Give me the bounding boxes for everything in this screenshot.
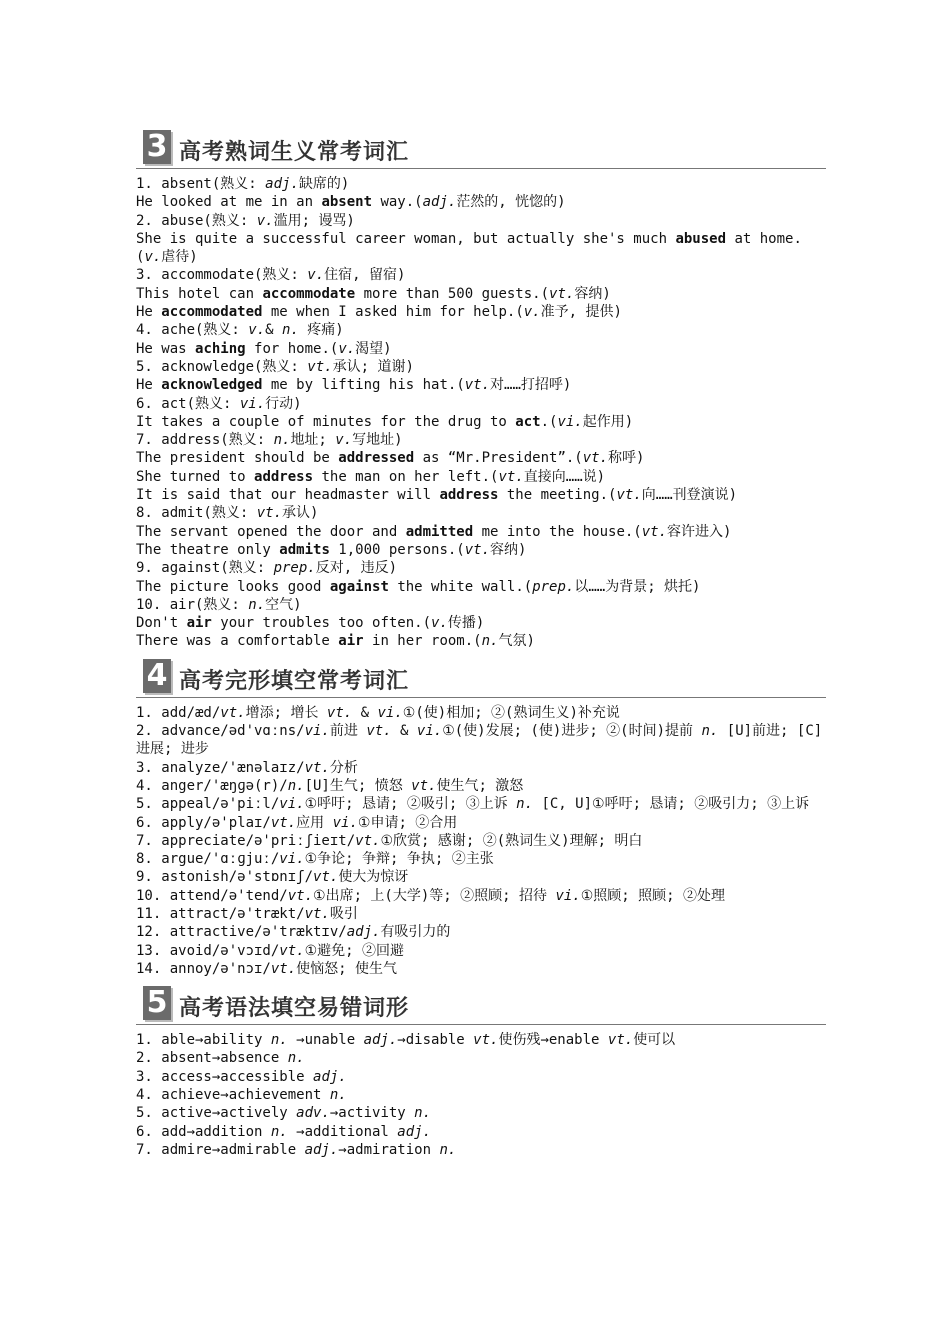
keyword: addressed: [338, 450, 415, 467]
keyword: air: [186, 615, 212, 632]
part-of-speech: vt.: [313, 869, 339, 886]
text-segment: 6. apply/ə'plaɪ/: [136, 814, 271, 831]
text-segment: She is quite a successful career woman, but actually she's much: [136, 230, 676, 247]
text-segment: 4. ache(熟义:: [136, 322, 249, 339]
part-of-speech: v.: [338, 340, 356, 357]
entry-line: [136, 704, 826, 722]
entry-line: [136, 905, 826, 923]
keyword: address: [439, 487, 499, 504]
part-of-speech: n.: [414, 1105, 432, 1122]
part-of-speech: adj.: [346, 924, 381, 941]
text-segment: 5. acknowledge(熟义:: [136, 358, 308, 375]
text-segment: 准予, 提供): [540, 304, 622, 321]
text-segment: The picture looks good: [136, 578, 330, 595]
entry-line: [136, 175, 826, 193]
part-of-speech: v.: [256, 212, 274, 229]
part-of-speech: vt.: [366, 723, 392, 740]
entry-line: [136, 1068, 826, 1086]
entry-line: [136, 523, 826, 541]
text-segment: 容许进入): [667, 523, 732, 540]
text-segment: 行动): [265, 395, 302, 412]
text-segment: 承认): [282, 505, 319, 522]
part-of-speech: vt.: [220, 704, 246, 721]
section-header: [136, 978, 826, 1025]
text-segment: 7. appreciate/ə'priːʃieɪt/: [136, 832, 356, 849]
part-of-speech: adj.: [304, 1141, 339, 1158]
entry-line: [136, 1104, 826, 1122]
entry-line: [136, 449, 826, 467]
part-of-speech: vi.: [416, 723, 443, 740]
part-of-speech: vt.: [582, 450, 609, 467]
part-of-speech: vt.: [641, 523, 668, 540]
part-of-speech: prep.: [273, 560, 316, 577]
text-segment: 容纳): [490, 541, 527, 558]
text-segment: He: [136, 377, 162, 394]
part-of-speech: vi.: [304, 723, 330, 740]
text-segment: 3. accommodate(熟义:: [136, 267, 308, 284]
text-segment: 使生气; 激怒: [436, 777, 524, 794]
text-segment: 称呼): [608, 450, 645, 467]
part-of-speech: vt.: [607, 1032, 634, 1049]
text-segment: 2. advance/əd'vɑːns/: [136, 723, 305, 740]
part-of-speech: adj.: [397, 1123, 432, 1140]
text-segment: 8. argue/'ɑːɡjuː/: [136, 851, 280, 868]
text-segment: ①出席; 上(大学)等; ②照顾; 招待: [313, 887, 556, 904]
text-segment: 使伤残→enable: [498, 1032, 608, 1049]
text-segment: ①照顾; 照顾; ②处理: [580, 887, 725, 904]
text-segment: 2. absent→absence: [136, 1050, 288, 1067]
text-segment: 虐待): [161, 249, 198, 266]
text-segment: me by lifting his hat.(: [262, 377, 465, 394]
part-of-speech: vt.: [307, 358, 333, 375]
part-of-speech: n.: [273, 432, 291, 449]
part-of-speech: n.: [282, 322, 299, 339]
entry-line: [136, 285, 826, 303]
part-of-speech: adj.: [265, 176, 299, 192]
text-segment: 反对, 违反): [315, 560, 398, 577]
entry-line: [136, 468, 826, 486]
text-segment: 空气): [265, 596, 302, 613]
part-of-speech: vi.: [279, 851, 305, 868]
entry-line: [136, 358, 826, 376]
text-segment: It is said that our headmaster will: [136, 487, 440, 504]
text-segment: 地址;: [290, 432, 336, 449]
part-of-speech: vi.: [279, 796, 305, 813]
text-segment: [C, U]①呼吁; 恳请; ②吸引力; ③上诉: [533, 796, 810, 813]
entry-line: [136, 1049, 826, 1067]
keyword: against: [329, 578, 389, 595]
part-of-speech: vt.: [411, 777, 437, 794]
text-segment: .(: [540, 413, 558, 430]
part-of-speech: adj.: [363, 1032, 398, 1049]
keyword: act: [515, 413, 541, 430]
text-segment: 6. act(熟义:: [136, 395, 240, 412]
text-segment: 渴望): [355, 340, 392, 357]
entry-line: [136, 614, 826, 632]
text-segment: 茫然的, 恍惚的): [456, 194, 566, 211]
entry-line: [136, 559, 826, 577]
text-segment: 吸引: [329, 905, 358, 922]
text-segment: 10. attend/ə'tend/: [136, 887, 288, 904]
text-segment: 增添; 增长: [245, 704, 327, 721]
text-segment: the white wall.(: [388, 578, 533, 595]
part-of-speech: vi.: [555, 887, 581, 904]
text-segment: 7. address(熟义:: [136, 432, 274, 449]
section-lines: [136, 704, 826, 978]
part-of-speech: n.: [270, 1123, 288, 1140]
entry-line: [136, 777, 826, 795]
entry-line: [136, 596, 826, 614]
text-segment: ①争论; 争辩; 争执; ②主张: [304, 851, 494, 868]
text-segment: →activity: [329, 1105, 415, 1122]
entry-line: [136, 923, 826, 941]
section-header: [136, 122, 826, 169]
entry-line: [136, 850, 826, 868]
part-of-speech: adj.: [422, 194, 457, 211]
text-segment: &: [352, 704, 378, 721]
text-segment: ①(使)发展; (使)进步; ②(时间)提前: [442, 723, 702, 740]
section-3: [136, 122, 826, 651]
text-segment: 缺席的): [298, 176, 350, 192]
text-segment: The theatre only: [136, 541, 280, 558]
keyword: address: [254, 468, 314, 485]
text-segment: →additional: [287, 1123, 398, 1140]
section-title: 高考熟词生义常考词汇: [179, 140, 410, 165]
text-segment: 5. appeal/ə'piːl/: [136, 796, 280, 813]
section-4: [136, 651, 826, 978]
text-segment: 使可以: [633, 1032, 676, 1049]
keyword: air: [338, 633, 364, 650]
text-segment: 12. attractive/ə'træktɪv/: [136, 924, 347, 941]
text-segment: 住宿, 留宿): [324, 267, 406, 284]
keyword: accommodated: [161, 304, 263, 321]
text-segment: 7. admire→admirable: [136, 1141, 305, 1158]
text-segment: 前进: [329, 723, 367, 740]
text-segment: It takes a couple of minutes for the drug to: [136, 413, 516, 430]
keyword: aching: [195, 340, 246, 357]
text-segment: 13. avoid/ə'vɔɪd/: [136, 942, 280, 959]
text-segment: me into the house.(: [473, 523, 642, 540]
text-segment: the man on her left.(: [313, 468, 499, 485]
entry-line: [136, 759, 826, 777]
entry-line: [136, 212, 826, 230]
text-segment: She turned to: [136, 468, 255, 485]
section-title: 高考语法填空易错词形: [179, 996, 410, 1022]
keyword: admits: [279, 541, 330, 558]
part-of-speech: vt.: [270, 960, 297, 977]
text-segment: 1. able→ability: [136, 1032, 271, 1049]
text-segment: ①呼吁; 恳请; ②吸引; ③上诉: [304, 796, 517, 813]
text-segment: 对……打招呼): [490, 377, 572, 394]
part-of-speech: vi.: [377, 704, 403, 721]
entry-line: [136, 303, 826, 321]
keyword: accommodate: [262, 285, 356, 302]
text-segment: for home.(: [245, 340, 339, 357]
text-segment: This hotel can: [136, 285, 263, 302]
text-segment: 向……刊登演说): [641, 487, 738, 504]
entry-line: [136, 340, 826, 358]
entry-line: [136, 431, 826, 449]
text-segment: 使恼怒; 使生气: [296, 960, 398, 977]
section-lines: [136, 175, 826, 651]
part-of-speech: adv.: [296, 1105, 330, 1122]
part-of-speech: vt.: [464, 377, 491, 394]
part-of-speech: v.: [248, 322, 266, 339]
part-of-speech: vi.: [239, 395, 266, 412]
text-segment: The servant opened the door and: [136, 523, 406, 540]
part-of-speech: vt.: [549, 285, 575, 302]
part-of-speech: vt.: [256, 505, 283, 522]
part-of-speech: vt.: [279, 942, 305, 959]
part-of-speech: vt.: [355, 832, 381, 849]
text-segment: 4. achieve→achievement: [136, 1087, 330, 1104]
text-segment: 分析: [329, 759, 358, 776]
text-segment: way.(: [372, 194, 423, 211]
entry-line: [136, 1086, 826, 1104]
part-of-speech: v.: [335, 432, 353, 449]
text-segment: 直接向……说): [523, 468, 606, 485]
text-segment: 4. anger/'æŋɡə(r)/: [136, 777, 288, 794]
text-segment: The president should be: [136, 450, 339, 467]
entry-line: [136, 486, 826, 504]
text-segment: →admiration: [338, 1141, 440, 1158]
entry-line: [136, 868, 826, 886]
entry-line: [136, 1123, 826, 1141]
entry-line: [136, 814, 826, 832]
section-5: [136, 978, 826, 1159]
part-of-speech: vt.: [498, 468, 524, 485]
part-of-speech: vt.: [304, 759, 330, 776]
section-header: [136, 651, 826, 698]
text-segment: 承认; 道谢): [332, 358, 414, 375]
text-segment: the meeting.(: [498, 487, 617, 504]
text-segment: ①(使)相加; ②(熟词生义)补充说: [402, 704, 620, 721]
vocabulary-document: [136, 122, 826, 1159]
keyword: admitted: [405, 523, 474, 540]
part-of-speech: adj.: [313, 1068, 347, 1085]
entry-line: [136, 632, 826, 650]
text-segment: &: [391, 723, 417, 740]
text-segment: [U]生气; 愤怒: [304, 777, 412, 794]
entry-line: [136, 376, 826, 394]
part-of-speech: vt.: [326, 704, 353, 721]
part-of-speech: n.: [270, 1032, 288, 1049]
keyword: absent: [321, 194, 373, 211]
text-segment: at home.(: [136, 230, 802, 266]
part-of-speech: n.: [439, 1141, 457, 1158]
text-segment: more than 500 guests.(: [355, 285, 550, 302]
entry-line: [136, 413, 826, 431]
text-segment: 有吸引力的: [380, 924, 451, 941]
keyword: abused: [675, 230, 727, 247]
text-segment: 写地址): [352, 432, 403, 449]
part-of-speech: v.: [144, 249, 162, 266]
text-segment: 10. air(熟义:: [136, 596, 249, 613]
section-number-badge: 5: [143, 986, 171, 1020]
entry-line: [136, 541, 826, 559]
text-segment: 8. admit(熟义:: [136, 505, 257, 522]
section-number-badge: 3: [143, 130, 171, 164]
text-segment: 气氛): [498, 633, 535, 650]
section-title: 高考完形填空常考词汇: [179, 668, 410, 694]
text-segment: your troubles too often.(: [211, 615, 432, 632]
text-segment: 2. abuse(熟义:: [136, 212, 257, 229]
entry-line: [136, 321, 826, 339]
part-of-speech: v.: [431, 615, 448, 632]
text-segment: →unable: [287, 1032, 364, 1049]
entry-line: [136, 795, 826, 813]
text-segment: 6. add→addition: [136, 1123, 271, 1140]
text-segment: 1,000 persons.(: [329, 541, 465, 558]
part-of-speech: n.: [248, 596, 266, 613]
text-segment: &: [265, 322, 283, 339]
entry-line: [136, 230, 826, 267]
text-segment: He looked at me in an: [136, 194, 322, 211]
entry-line: [136, 1031, 826, 1049]
entry-line: [136, 887, 826, 905]
text-segment: ①申请; ②合用: [357, 814, 458, 831]
entry-line: [136, 504, 826, 522]
entry-line: [136, 942, 826, 960]
text-segment: 起作用): [582, 413, 634, 430]
keyword: acknowledged: [161, 377, 263, 394]
part-of-speech: vt.: [464, 541, 491, 558]
part-of-speech: n.: [329, 1087, 347, 1104]
part-of-speech: vt.: [473, 1032, 499, 1049]
text-segment: 9. against(熟义:: [136, 560, 274, 577]
text-segment: 传播): [447, 615, 485, 632]
section-number-badge: 4: [143, 659, 171, 693]
entry-line: [136, 395, 826, 413]
part-of-speech: vt.: [616, 487, 642, 504]
text-segment: →disable: [397, 1032, 474, 1049]
text-segment: 9. astonish/ə'stɒnɪʃ/: [136, 869, 314, 886]
text-segment: in her room.(: [363, 633, 482, 650]
part-of-speech: vt.: [287, 887, 314, 904]
part-of-speech: n.: [287, 1050, 305, 1067]
text-segment: He was: [136, 340, 196, 357]
part-of-speech: prep.: [532, 578, 575, 595]
text-segment: 3. analyze/'ænəlaɪz/: [136, 759, 305, 776]
text-segment: 14. annoy/ə'nɔɪ/: [136, 960, 271, 977]
text-segment: [U]前进; [C]进展; 进步: [136, 723, 823, 758]
text-segment: 5. active→actively: [136, 1105, 297, 1122]
entry-line: [136, 1141, 826, 1159]
part-of-speech: n.: [701, 723, 719, 740]
entry-line: [136, 578, 826, 596]
text-segment: as “Mr.President”.(: [414, 450, 583, 467]
entry-line: [136, 266, 826, 284]
part-of-speech: n.: [287, 777, 305, 794]
entry-line: [136, 193, 826, 211]
text-segment: 1. absent(熟义:: [136, 176, 266, 192]
entry-line: [136, 960, 826, 978]
entry-line: [136, 722, 826, 759]
text-segment: Don't: [136, 615, 187, 632]
text-segment: 疼痛): [298, 322, 344, 339]
text-segment: 3. access→accessible: [136, 1068, 314, 1085]
entry-line: [136, 832, 826, 850]
text-segment: 容纳): [574, 285, 611, 302]
text-segment: me when I asked him for help.(: [262, 304, 524, 321]
text-segment: 11. attract/ə'trækt/: [136, 905, 305, 922]
text-segment: 使大为惊讶: [338, 869, 409, 886]
text-segment: 应用: [296, 814, 333, 831]
part-of-speech: vt.: [304, 905, 330, 922]
text-segment: 1. add/æd/: [136, 704, 221, 721]
part-of-speech: v.: [307, 267, 325, 284]
text-segment: ①欣赏; 感谢; ②(熟词生义)理解; 明白: [380, 832, 643, 849]
text-segment: He: [136, 304, 162, 321]
text-segment: ①避免; ②回避: [304, 942, 405, 959]
section-lines: [136, 1031, 826, 1159]
text-segment: 滥用; 谩骂): [273, 212, 355, 229]
part-of-speech: n.: [516, 796, 534, 813]
part-of-speech: vt.: [270, 814, 297, 831]
text-segment: There was a comfortable: [136, 633, 339, 650]
part-of-speech: vi.: [557, 413, 583, 430]
part-of-speech: n.: [481, 633, 499, 650]
part-of-speech: vi.: [332, 814, 358, 831]
part-of-speech: v.: [523, 304, 541, 321]
text-segment: 以……为背景; 烘托): [574, 578, 701, 595]
